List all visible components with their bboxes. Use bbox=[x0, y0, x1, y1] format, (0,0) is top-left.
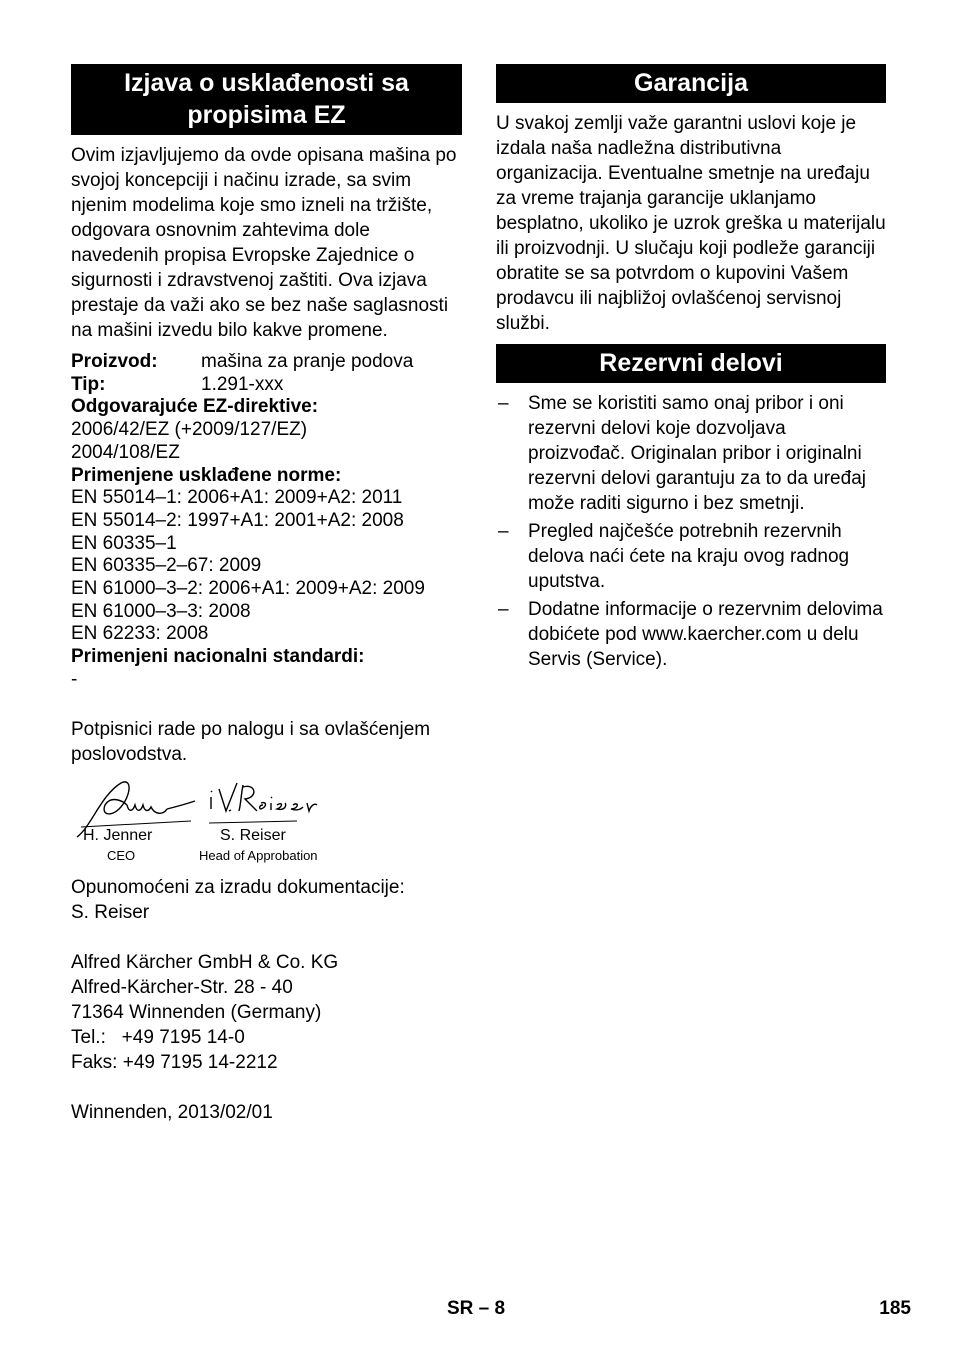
norm-item: EN 62233: 2008 bbox=[71, 623, 209, 645]
list-item-text: Dodatne informacije o rezervnim delovima dobićete pod www.kaercher.com u delu Servis (Service). bbox=[528, 599, 883, 670]
spare-parts-list bbox=[496, 391, 886, 672]
declaration-heading: Izjava o usklađenosti sa propisima EZ bbox=[71, 64, 462, 135]
norm-item: EN 61000–3–3: 2008 bbox=[71, 600, 251, 622]
directive-item: 2004/108/EZ bbox=[71, 441, 180, 463]
signatories-text: Potpisnici rade po nalogu i sa ovlašćenjem poslovodstva. bbox=[71, 718, 431, 765]
declaration-intro: Ovim izjavljujemo da ovde opisana mašina po svojoj koncepciji i načinu izrade, sa svim njenim modelima koje smo izneli na tržište, odgovara osnovnim zahtevima dole navedenih propisa Evropske Zajednice o sigurnosti i zdravstvenoj zaštiti. Ova izjava prestaje da važi ako se bez naše saglasnosti na mašini izvedu bilo kakve promene. bbox=[71, 145, 457, 341]
right-column bbox=[496, 64, 886, 675]
page-number: 185 bbox=[879, 1298, 911, 1319]
signature-block bbox=[71, 775, 462, 875]
company-city: 71364 Winnenden (Germany) bbox=[71, 1001, 322, 1023]
authorized-name: S. Reiser bbox=[71, 901, 150, 923]
declaration-spec bbox=[71, 351, 462, 692]
signer2-name: S. Reiser bbox=[220, 826, 286, 844]
dash-bullet: – bbox=[498, 393, 509, 414]
signer1-role: CEO bbox=[107, 847, 136, 863]
company-tel: Tel.: +49 7195 14-0 bbox=[71, 1026, 245, 1048]
norm-item: EN 55014–1: 2006+A1: 2009+A2: 2011 bbox=[71, 487, 403, 509]
warranty-heading: Garancija bbox=[496, 64, 886, 103]
product-label: Proizvod: bbox=[71, 351, 158, 372]
dash-bullet: – bbox=[498, 599, 509, 620]
place-date: Winnenden, 2013/02/01 bbox=[71, 1101, 273, 1123]
company-street: Alfred-Kärcher-Str. 28 - 40 bbox=[71, 976, 293, 998]
company-name: Alfred Kärcher GmbH & Co. KG bbox=[71, 951, 339, 973]
left-column bbox=[71, 64, 462, 1125]
authorized-label: Opunomoćeni za izradu dokumentacije: bbox=[71, 876, 405, 898]
directives-label: Odgovarajuće EZ-direktive: bbox=[71, 396, 319, 418]
national-standards-label: Primenjeni nacionalni standardi: bbox=[71, 646, 365, 668]
type-value: 1.291-xxx bbox=[201, 373, 284, 395]
product-row bbox=[71, 351, 462, 374]
norm-item: EN 60335–2–67: 2009 bbox=[71, 555, 262, 577]
dash-bullet: – bbox=[498, 521, 509, 542]
directive-item: 2006/42/EZ (+2009/127/EZ) bbox=[71, 419, 308, 441]
list-item bbox=[496, 391, 886, 516]
norm-item: EN 60335–1 bbox=[71, 532, 177, 554]
signer1-name: H. Jenner bbox=[83, 826, 153, 844]
company-fax: Faks: +49 7195 14-2212 bbox=[71, 1051, 278, 1073]
spare-parts-heading: Rezervni delovi bbox=[496, 344, 886, 383]
product-value: mašina za pranje podova bbox=[201, 351, 414, 372]
signer2-role: Head of Approbation bbox=[199, 847, 318, 863]
norm-item: EN 61000–3–2: 2006+A1: 2009+A2: 2009 bbox=[71, 578, 425, 600]
warranty-text: U svakoj zemlji važe garantni uslovi koje je izdala naša nadležna distributivna organizacija. Eventualne smetnje na uređaju za vreme trajanja garancije uklanjamo besplatno, ukoliko je uzrok greška u materijalu ili proizvodnji. U slučaju koji podleže garanciji obratite se sa potvrdom o kupovini Vašem prodavcu ili najbližoj ovlašćenoj servisnoj službi. bbox=[496, 113, 886, 334]
list-item bbox=[496, 519, 886, 594]
norms-label: Primenjene usklađene norme: bbox=[71, 464, 342, 486]
national-standards-value: - bbox=[71, 668, 78, 690]
norm-item: EN 55014–2: 1997+A1: 2001+A2: 2008 bbox=[71, 509, 404, 531]
footer-section-label: SR – 8 bbox=[447, 1298, 506, 1319]
list-item-text: Sme se koristiti samo onaj pribor i oni rezervni delovi koje dozvoljava proizvođač. Originalan pribor i originalni rezervni delovi garantuju za to da uređaj može raditi sigurno i bez smetnji. bbox=[528, 393, 866, 514]
type-row bbox=[71, 374, 462, 397]
list-item bbox=[496, 597, 886, 672]
type-label: Tip: bbox=[71, 373, 106, 395]
list-item-text: Pregled najčešće potrebnih rezervnih delova naći ćete na kraju ovog radnog uputstva. bbox=[528, 521, 850, 592]
